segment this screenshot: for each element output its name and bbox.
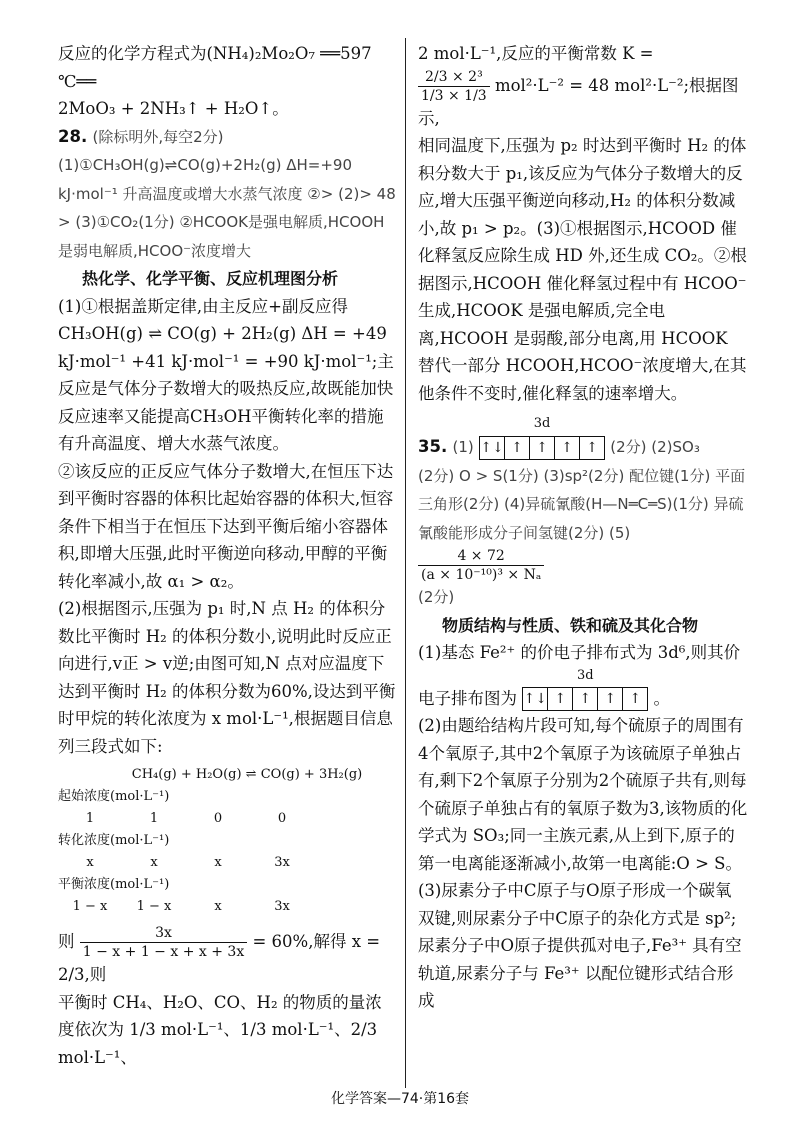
orbital-box: ↑ [579,436,605,460]
right-column [418,40,748,1015]
text: 电子排布图为 [418,688,517,708]
paragraph: ②该反应的正反应气体分子数增大,在恒压下达到平衡时容器的体积比起始容器的体积大,恒容条件下相当于在恒压下达到平衡后缩小容器体积,即增大压强,此时平衡逆向移动,甲醇的平衡转化率减小,故 α₁ > α₂。 [58,461,394,591]
table-row [58,896,396,918]
paragraph: (2)由题给结构片段可知,每个硫原子的周围有4个氧原子,其中2个氧原子为该硫原子单独占有,剩下2个氧原子分别为2个硫原子共有,则每个硫原子单独占有的氧原子数为3,该物质的化学式为 SO₃;同一主族元素,从上到下,原子的第一电离能逐渐减小,故第一电离能:O > S。(3)尿素分子中C原子与O原子形成一个碳氧双键,则尿素分子中C原子的杂化方式是 sp²;尿素分子中O原子提供孤对电子,Fe³⁺ 具有空轨道,尿素分子与 Fe³⁺ 以配位键形式结合形成 [418,716,748,1010]
row-label: 平衡浓度(mol·L⁻¹) [58,877,170,892]
answer-key: (2分) [418,588,455,606]
reaction-equation: CH₄(g) + H₂O(g) ⇌ CO(g) + 3H₂(g) [131,767,363,782]
page-footer: 化学答案—74·第16套 [330,1091,470,1107]
equation-line [58,924,396,989]
paragraph: 平衡时 CH₄、H₂O、CO、H₂ 的物质的量浓度依次为 1/3 mol·L⁻¹、1/3 mol·L⁻¹、2/3 mol·L⁻¹、 [58,992,382,1067]
text-line: 2MoO₃ + 2NH₃↑ + H₂O↑。 [58,99,289,118]
paragraph: (1)①根据盖斯定律,由主反应+副反应得 CH₃OH(g) ⇌ CO(g) + 2H₂(g) ΔH = +49 kJ·mol⁻¹ +41 kJ·mol⁻¹ = +90 kJ·mol⁻¹;主反应是气体分子数增大的吸热反应,故既能加快反应速率又能提高CH₃OH平衡转化率的措施有升高温度、增大水蒸气浓度。 [58,296,394,453]
cell: x [214,855,222,870]
cell: 1 [149,811,159,826]
numerator: 4 × 72 [418,547,544,566]
orbital-box: ↑ [547,687,572,711]
paragraph: 相同温度下,压强为 p₂ 时达到平衡时 H₂ 的体积分数大于 p₁,该反应为气体分子数增大的反应,增大压强平衡逆向移动,H₂ 的体积分数减小,故 p₁ > p₂。(3)①根据图示,HCOOD 催化释氢反应除生成 HD 外,还生成 CO₂。②根据图示,HCOOH 催化释氢过程中有 HCOO⁻生成,HCOOK 是强电解质,完全电离,HCOOH 是弱酸,部分电离,用 HCOOK 替代一部分 HCOOH,HCOO⁻浓度增大,在其他条件不变时,催化释氢的速率增大。 [418,136,747,403]
text: 。 [653,688,670,708]
column-divider [405,38,406,1088]
row-label: 转化浓度(mol·L⁻¹) [58,833,170,848]
question-number: 28. [58,126,88,146]
text: mol²·L⁻² = 48 mol²·L⁻²;根据图示, [418,75,739,128]
fraction [418,547,544,584]
orbital-diagram [479,415,605,461]
row-label: 起始浓度(mol·L⁻¹) [58,789,170,804]
orbital-label: 3d [576,667,594,683]
answer-line [418,462,748,585]
left-column [58,40,396,1071]
numerator: 2/3 × 2³ [418,68,490,87]
text: = 60%,解得 x = 2/3,则 [58,932,381,984]
table-row [58,852,396,874]
orbital-diagram [522,667,648,713]
orbital-box: ↑↓ [479,436,504,460]
cell: 3x [274,855,290,870]
question-35 [418,415,748,462]
denominator: (a × 10⁻¹⁰)³ × Nₐ [421,567,542,583]
table-row [58,808,396,830]
orbital-box: ↑↓ [522,687,547,711]
topic-heading: 物质结构与性质、铁和硫及其化合物 [442,615,699,635]
cell: 1 − x [72,899,108,914]
paragraph: (1)基态 Fe²⁺ 的价电子排布式为 3d⁶,则其价 [418,643,741,662]
cell: 0 [277,811,287,826]
denominator: 1 − x + 1 − x + x + 3x [82,944,245,960]
cell: 1 − x [136,899,172,914]
orbital-box: ↑ [622,687,648,711]
answer-key: (2分) O > S(1分) (3)sp²(2分) 配位键(1分) 平面三角形(2分) (4)异硫氰酸(H—N═C═S)(1分) 异硫氰酸能形成分子间氢键(2分) (5) [418,466,746,542]
question-number: 35. [418,437,448,456]
answer-key: (2分) (2)SO₃ [610,438,700,456]
cell: x [214,899,222,914]
orbital-box: ↑ [597,687,622,711]
text: 则 [58,932,75,951]
cell: 3x [274,899,290,914]
orbital-box: ↑ [504,436,529,460]
paragraph: (2)根据图示,压强为 p₁ 时,N 点 H₂ 的体积分数比平衡时 H₂ 的体积分数小,说明此时反应正向进行,v正 > v逆;由图可知,N 点对应温度下达到平衡时 H₂ 的体积分数为60%,设达到平衡时甲烷的转化浓度为 x mol·L⁻¹,根据题目信息列三段式如下: [58,599,396,756]
orbital-box: ↑ [572,687,597,711]
cell: 0 [213,811,223,826]
question-28 [58,123,396,266]
orbital-box: ↑ [529,436,554,460]
orbital-line [418,667,748,713]
text-line: 反应的化学方程式为(NH₄)₂Mo₂O₇ ══597 ℃══ [58,44,372,91]
orbital-label: 3d [533,416,551,431]
orbital-box: ↑ [554,436,579,460]
three-stage-table [58,764,396,918]
answer-key: (1) [452,438,474,456]
cell: x [150,855,158,870]
fraction [418,68,490,105]
text-line: 2 mol·L⁻¹,反应的平衡常数 K = [418,44,654,63]
answer-key: (除标明外,每空2分)(1)①CH₃OH(g)⇌CO(g)+2H₂(g) ΔH=+90 kJ·mol⁻¹ 升高温度或增大水蒸气浓度 ②> (2)> 48 > (3)①CO₂(1分) ②HCOOK是强电解质,HCOOH是弱电解质,HCOO⁻浓度增大 [58,127,396,260]
numerator: 3x [80,924,247,943]
cell: x [86,855,94,870]
cell: 1 [85,811,95,826]
topic-heading: 热化学、化学平衡、反应机理图分析 [82,269,339,288]
equation-line [418,68,748,133]
fraction [80,924,247,961]
denominator: 1/3 × 1/3 [421,87,487,104]
